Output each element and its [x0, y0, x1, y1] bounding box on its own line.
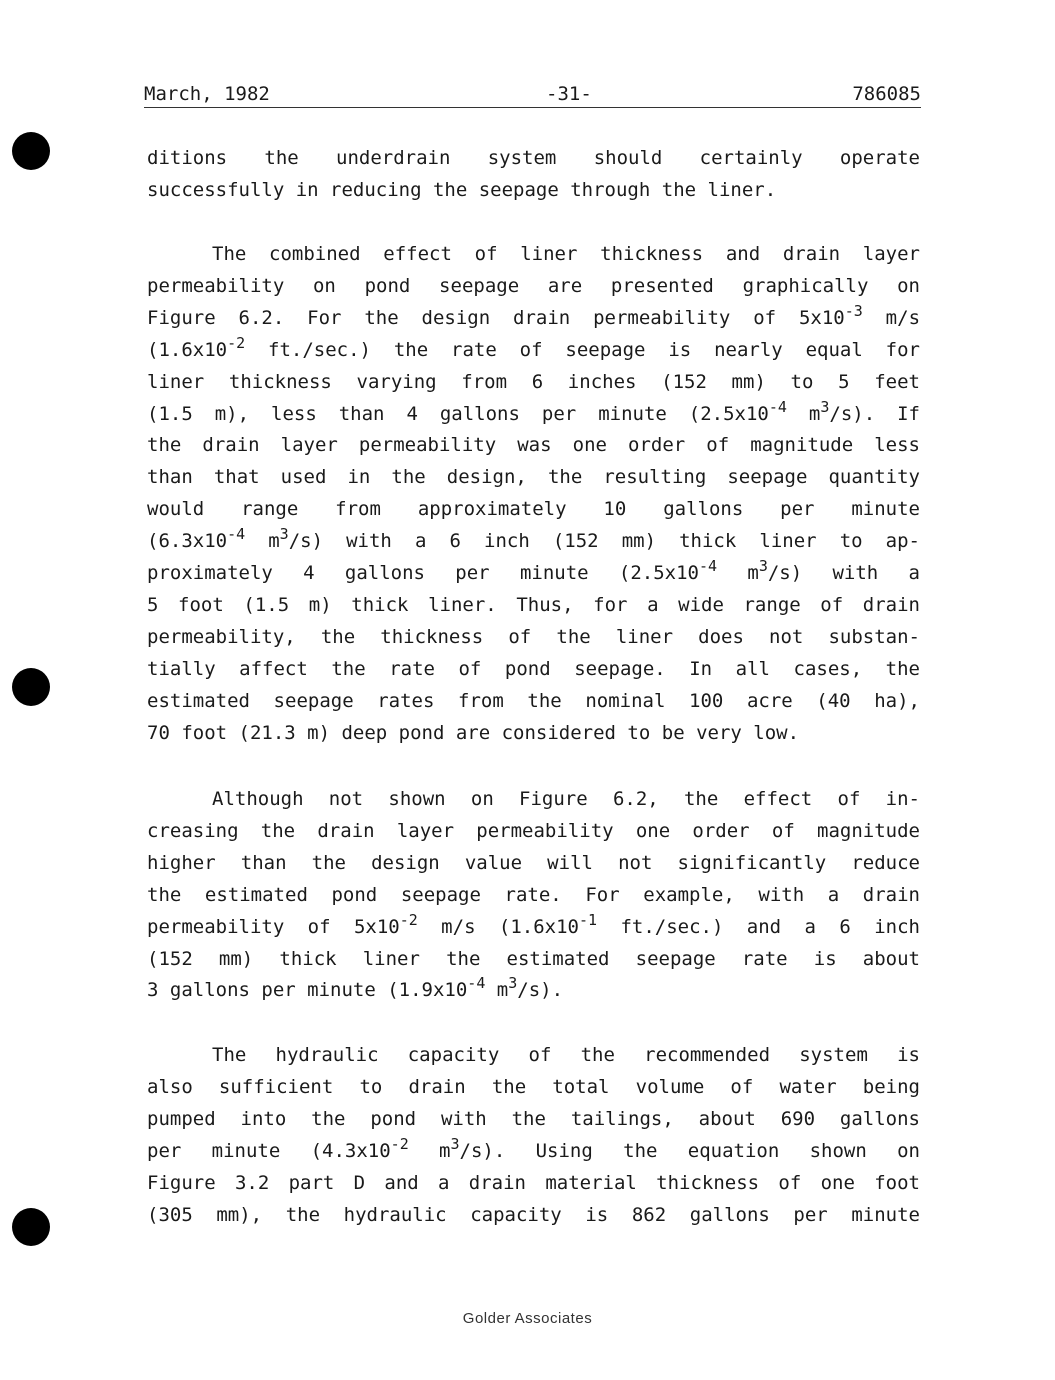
header-document-number: 786085: [852, 83, 921, 105]
text-line: also sufficient to drain the total volume of water being: [147, 1075, 920, 1098]
page-header: [144, 81, 921, 108]
header-date: March, 1982: [144, 83, 270, 105]
text-line: 5 foot (1.5 m) thick liner. Thus, for a wide range of drain: [147, 593, 920, 616]
text-line: the estimated pond seepage rate. For example, with a drain: [147, 883, 920, 906]
text-line: proximately 4 gallons per minute ($2.5x10^{-4}$ $m^3/s$) with a: [147, 558, 920, 584]
header-page-number: -31-: [546, 83, 592, 105]
text-line: liner thickness varying from 6 inches (152 mm) to 5 feet: [147, 370, 920, 393]
text-line: permeability of $5x10^{-2}$ m/s ($1.6x10^{-1}$ ft./sec.) and a 6 inch: [147, 911, 920, 938]
text-line: ($1.6x10^{-2}$ ft./sec.) the rate of seepage is nearly equal for: [147, 334, 920, 361]
text-line: (1.5 m), less than 4 gallons per minute ($2.5x10^{-4}$ $m^3/s$). If: [147, 398, 920, 425]
text-line: 70 foot (21.3 m) deep pond are considered to be very low.: [147, 721, 800, 744]
text-line: 3 gallons per minute ($1.9x10^{-4}$ $m^3/s$).: [147, 975, 564, 1002]
text-line: ($6.3x10^{-4}$ $m^3/s$) with a 6 inch (152 mm) thick liner to ap-: [147, 526, 920, 553]
text-line: pumped into the pond with the tailings, about 690 gallons: [147, 1107, 920, 1130]
punch-hole: [12, 668, 50, 706]
text-line: Figure 6.2. For the design drain permeability of $5x10^{-3}$ m/s: [147, 302, 920, 329]
punch-hole: [12, 132, 50, 170]
text-line: The combined effect of liner thickness and drain layer: [212, 243, 920, 265]
text-line: than that used in the design, the resulting seepage quantity: [147, 466, 920, 489]
text-line: The hydraulic capacity of the recommended system is: [212, 1044, 920, 1066]
text-line: estimated seepage rates from the nominal 100 acre (40 ha),: [147, 689, 920, 712]
text-line: creasing the drain layer permeability one order of magnitude: [147, 819, 920, 842]
text-line: successfully in reducing the seepage through the liner.: [147, 178, 777, 201]
text-line: ditions the underdrain system should certainly operate: [147, 147, 920, 169]
footer-company: Golder Associates: [462, 1310, 593, 1327]
text-line: Figure 3.2 part D and a drain material thickness of one foot: [147, 1171, 920, 1194]
text-line: tially affect the rate of pond seepage. In all cases, the: [147, 657, 920, 680]
punch-hole: [12, 1208, 50, 1246]
text-line: (305 mm), the hydraulic capacity is 862 gallons per minute: [147, 1203, 920, 1226]
text-line: higher than the design value will not significantly reduce: [147, 851, 920, 874]
text-line: permeability, the thickness of the liner does not substan-: [147, 625, 920, 648]
text-line: would range from approximately 10 gallons per minute: [147, 498, 920, 521]
text-line: permeability on pond seepage are presented graphically on: [147, 274, 920, 297]
text-line: Although not shown on Figure 6.2, the effect of in-: [212, 788, 920, 810]
text-line: (152 mm) thick liner the estimated seepage rate is about: [147, 947, 920, 970]
text-line: the drain layer permeability was one order of magnitude less: [147, 434, 920, 457]
text-line: per minute ($4.3x10^{-2}$ $m^3/s$). Using the equation shown on: [147, 1135, 920, 1162]
